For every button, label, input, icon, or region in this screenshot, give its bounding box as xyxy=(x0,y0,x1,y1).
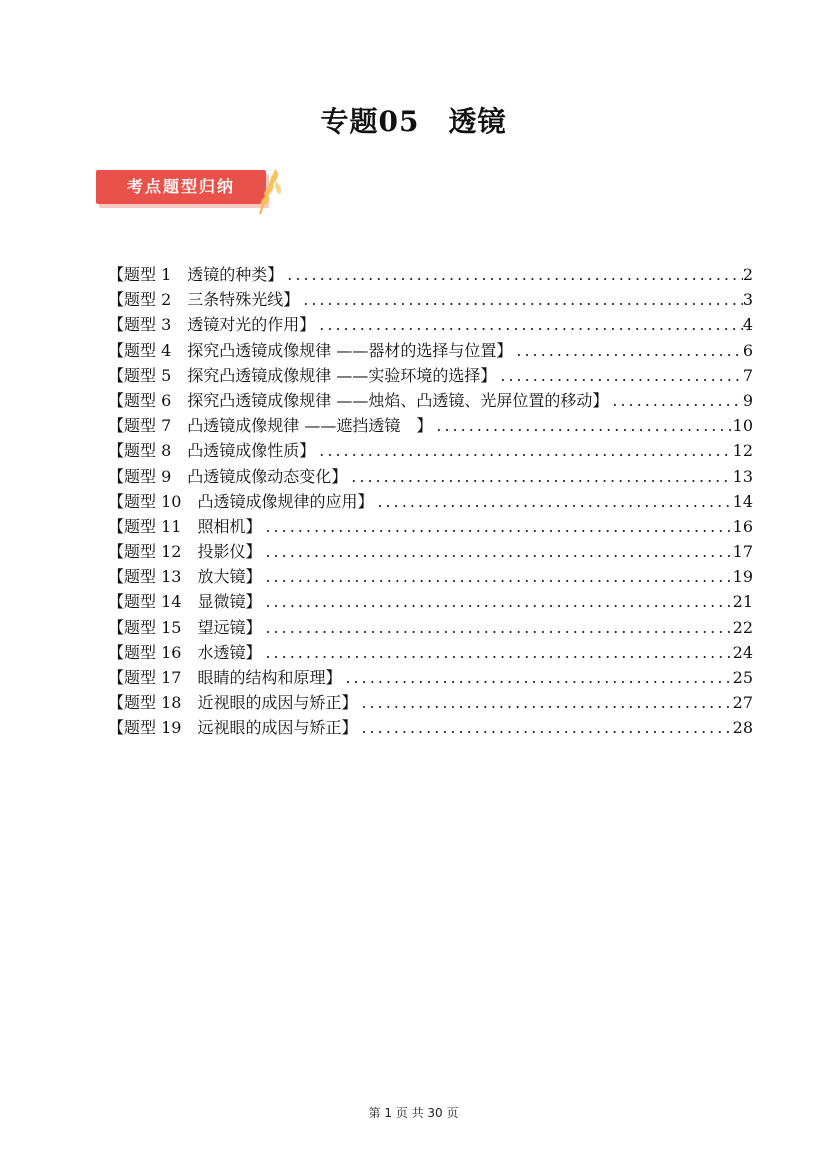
toc-entry-label: 【题型 1 透镜的种类】 xyxy=(108,265,284,284)
toc-leader-dots xyxy=(608,388,742,413)
toc-entry[interactable] xyxy=(108,464,753,489)
toc-entry-label: 【题型 9 凸透镜成像动态变化】 xyxy=(108,466,348,486)
toc-leader-dots xyxy=(261,539,732,564)
toc-leader-dots xyxy=(261,589,732,614)
toc-entry-page: 2 xyxy=(742,265,753,284)
toc-entry-page: 7 xyxy=(742,365,753,385)
toc-entry-page: 27 xyxy=(732,693,753,713)
toc-entry-label: 【题型 13 放大镜】 xyxy=(108,567,262,587)
toc-entry[interactable] xyxy=(108,413,753,438)
toc-entry[interactable] xyxy=(108,312,753,337)
toc-entry[interactable] xyxy=(108,287,753,312)
toc-entry[interactable] xyxy=(108,262,753,287)
banner-label: 考点题型归纳 xyxy=(126,177,235,196)
section-banner xyxy=(96,164,286,216)
toc-entry-label: 【题型 18 近视眼的成因与矫正】 xyxy=(108,693,358,713)
table-of-contents xyxy=(108,262,753,741)
toc-leader-dots xyxy=(261,514,732,539)
toc-entry-label: 【题型 3 透镜对光的作用】 xyxy=(108,315,316,335)
toc-entry-page: 10 xyxy=(732,416,753,436)
toc-leader-dots xyxy=(261,640,732,665)
toc-entry[interactable] xyxy=(108,640,753,665)
toc-entry-page: 17 xyxy=(732,542,753,562)
toc-leader-dots xyxy=(315,438,732,463)
toc-entry-page: 12 xyxy=(732,441,753,461)
toc-entry[interactable] xyxy=(108,363,753,388)
wheat-leaf-icon xyxy=(254,164,284,216)
toc-leader-dots xyxy=(261,615,732,640)
toc-leader-dots xyxy=(341,665,732,690)
toc-leader-dots xyxy=(315,312,743,337)
toc-entry[interactable] xyxy=(108,539,753,564)
toc-leader-dots xyxy=(357,690,732,715)
toc-entry[interactable] xyxy=(108,715,753,740)
toc-entry-label: 【题型 14 显微镜】 xyxy=(108,592,262,612)
toc-entry-page: 25 xyxy=(732,668,753,687)
toc-leader-dots xyxy=(261,564,732,589)
toc-entry-label: 【题型 6 探究凸透镜成像规律 ——烛焰、凸透镜、光屏位置的移动】 xyxy=(108,390,609,410)
toc-entry-page: 24 xyxy=(732,642,753,662)
page-footer: 第 1 页 共 30 页 xyxy=(368,1106,459,1120)
toc-entry[interactable] xyxy=(108,438,753,463)
toc-entry-page: 9 xyxy=(742,390,753,410)
toc-entry[interactable] xyxy=(108,589,753,614)
toc-entry[interactable] xyxy=(108,615,753,640)
toc-entry-page: 14 xyxy=(732,491,753,511)
toc-leader-dots xyxy=(347,464,732,489)
toc-entry-label: 【题型 2 三条特殊光线】 xyxy=(108,290,300,310)
toc-entry-label: 【题型 8 凸透镜成像性质】 xyxy=(108,441,316,461)
toc-entry-label: 【题型 16 水透镜】 xyxy=(108,642,262,662)
toc-entry-page: 4 xyxy=(742,315,753,335)
toc-leader-dots xyxy=(496,363,742,388)
toc-entry-label: 【题型 12 投影仪】 xyxy=(108,542,262,562)
toc-entry-label: 【题型 7 凸透镜成像规律 ——遮挡透镜 】 xyxy=(108,416,433,436)
toc-leader-dots xyxy=(357,715,732,740)
toc-leader-dots xyxy=(512,338,742,363)
toc-leader-dots xyxy=(299,287,743,312)
toc-leader-dots xyxy=(373,489,732,514)
toc-leader-dots xyxy=(432,413,732,438)
toc-leader-dots xyxy=(283,262,743,287)
toc-entry-page: 3 xyxy=(742,290,753,310)
toc-entry[interactable] xyxy=(108,514,753,539)
toc-entry-page: 13 xyxy=(732,466,753,486)
toc-entry-label: 【题型 5 探究凸透镜成像规律 ——实验环境的选择】 xyxy=(108,365,497,385)
toc-entry[interactable] xyxy=(108,489,753,514)
toc-entry[interactable] xyxy=(108,564,753,589)
toc-entry[interactable] xyxy=(108,665,753,690)
toc-entry-label: 【题型 15 望远镜】 xyxy=(108,617,262,637)
toc-entry-page: 22 xyxy=(732,617,753,637)
toc-entry-label: 【题型 17 眼睛的结构和原理】 xyxy=(108,668,342,687)
toc-entry[interactable] xyxy=(108,690,753,715)
toc-entry-page: 19 xyxy=(732,567,753,587)
toc-entry-page: 6 xyxy=(742,340,753,360)
toc-entry[interactable] xyxy=(108,338,753,363)
toc-entry-label: 【题型 4 探究凸透镜成像规律 ——器材的选择与位置】 xyxy=(108,340,513,360)
toc-entry-page: 16 xyxy=(732,516,753,536)
toc-entry-page: 21 xyxy=(732,592,753,612)
toc-entry-label: 【题型 19 远视眼的成因与矫正】 xyxy=(108,718,358,738)
page-title: 专题05 透镜 xyxy=(320,105,507,138)
toc-entry-page: 28 xyxy=(732,718,753,738)
toc-entry-label: 【题型 11 照相机】 xyxy=(108,516,262,536)
toc-entry-label: 【题型 10 凸透镜成像规律的应用】 xyxy=(108,491,374,511)
toc-entry[interactable] xyxy=(108,388,753,413)
